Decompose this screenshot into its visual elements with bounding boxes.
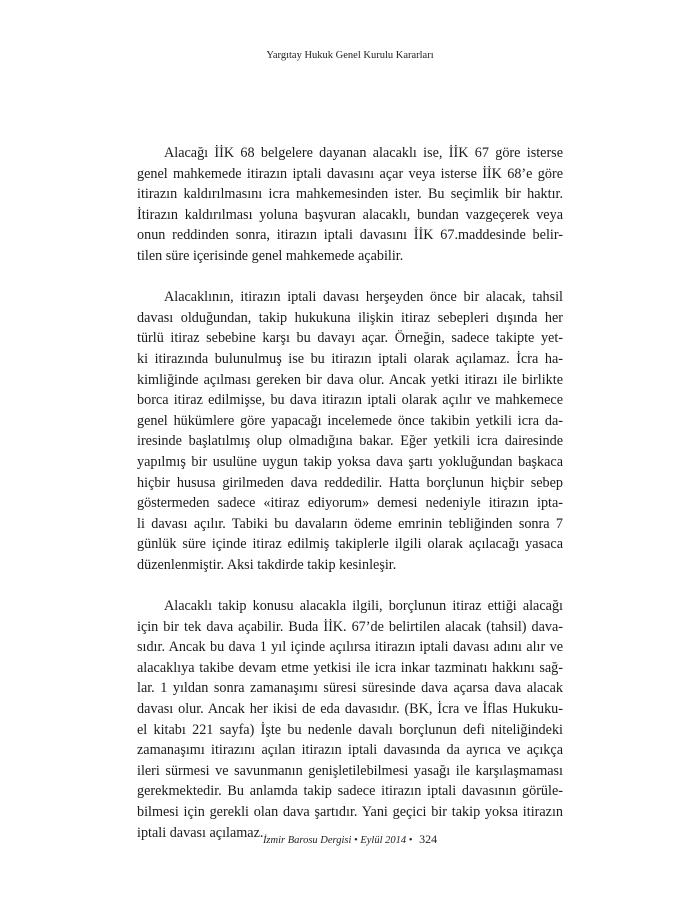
text-line: türlü itiraz sebebine karşı bu davayı açar. Örneğin, sadece takipte yet- bbox=[137, 330, 563, 347]
text-line: İtirazın kaldırılması yoluna başvuran alacaklı, bundan vazgeçerek veya bbox=[137, 206, 563, 223]
body-text bbox=[137, 143, 563, 864]
text-line: kimliğinde açılması gereken bir dava olur. Ancak yetki itirazı ile birlikte bbox=[137, 371, 563, 388]
paragraph bbox=[137, 596, 563, 843]
paragraph bbox=[137, 143, 563, 267]
text-line: genel mahkemede itirazın iptali davasını açar veya isterse İİK 68’e göre bbox=[137, 165, 563, 182]
journal-name: İzmir Barosu Dergisi • Eylül 2014 • bbox=[262, 835, 413, 846]
text-line: onun reddinden sonra, itirazın iptali davasını İİK 67.maddesinde belir- bbox=[137, 227, 563, 244]
text-line: iresinde başlatılmış olup olmadığına bakar. Eğer yetkili icra dairesinde bbox=[137, 433, 563, 450]
text-line: Alacağı İİK 68 belgelere dayanan alacaklı ise, İİK 67 göre isterse bbox=[164, 145, 563, 161]
text-line: zamanaşımı itirazını açılan itirazın iptali davasında da ayrıca ve açıkça bbox=[137, 742, 563, 759]
text-line: itirazın kaldırılmasını icra mahkemesinden ister. Bu seçimlik bir haktır. bbox=[137, 186, 563, 203]
text-line: hiçbir hususa girilmeden dava reddedilir. Hatta borçlunun hiçbir sebep bbox=[137, 474, 563, 491]
text-line: için bir tek dava açabilir. Buda İİK. 67’de belirtilen alacak (tahsil) dava- bbox=[137, 618, 563, 635]
text-line: iptali davası açılamaz. bbox=[137, 824, 264, 841]
text-line: düzenlenmiştir. Aksi takdirde takip kesinleşir. bbox=[137, 556, 397, 573]
text-line: ileri sürmesi ve savunmanın genişletilebilmesi yasağı ile karşılaşmaması bbox=[137, 762, 563, 779]
text-line: sıdır. Ancak bu dava 1 yıl içinde açılırsa itirazın iptali davası adını alır ve bbox=[137, 639, 563, 656]
text-line: gerekmektedir. Bu anlamda takip sadece itirazın iptali davasının görüle- bbox=[137, 783, 563, 800]
page-number: 324 bbox=[419, 832, 438, 846]
text-line: yapılmış bir usulüne uygun takip yoksa dava şartı yokluğundan başkaca bbox=[137, 453, 563, 470]
text-line: tilen süre içerisinde genel mahkemede açabilir. bbox=[137, 247, 404, 264]
text-line: li davası açılır. Tabiki bu davaların ödeme emrinin tebliğinden sonra 7 bbox=[137, 515, 563, 532]
text-line: el kitabı 221 sayfa) İşte bu nedenle davalı borçlunun defi niteliğindeki bbox=[137, 721, 563, 738]
text-line: lar. 1 yıldan sonra zamanaşımı süresi süresinde dava açarsa dava alacak bbox=[137, 680, 563, 697]
page-footer bbox=[0, 832, 700, 847]
paragraph bbox=[137, 287, 563, 575]
text-line: Alacaklı takip konusu alacakla ilgili, borçlunun itiraz ettiği alacağı bbox=[164, 598, 563, 615]
text-line: genel hükümlere göre yapacağı incelemede önce takibin yetkili icra da- bbox=[137, 412, 563, 429]
text-line: bilmesi için gerekli olan dava şartıdır. Yani geçici bir takip yoksa itirazın bbox=[137, 804, 563, 820]
text-line: davası olur. Ancak her ikisi de eda davasıdır. (BK, İcra ve İflas Hukuku- bbox=[137, 701, 563, 718]
text-line: davası olduğundan, takip hukukuna ilişkin itiraz sebepleri dışında her bbox=[137, 309, 563, 326]
text-line: borca itiraz edilmişse, bu dava itirazın iptali olarak açılır ve mahkemece bbox=[137, 392, 563, 409]
text-line: Alacaklının, itirazın iptali davası herşeyden önce bir alacak, tahsil bbox=[164, 289, 563, 306]
running-header: Yargıtay Hukuk Genel Kurulu Kararları bbox=[266, 50, 434, 61]
text-line: günlük süre içinde itiraz edilmiş takiplerle ilgili olarak açılacağı yasaca bbox=[137, 536, 563, 553]
text-line: ki itirazında bulunulmuş ise bu itirazın iptali olarak açılamaz. İcra ha- bbox=[137, 350, 563, 367]
text-line: göstermeden sadece «itiraz ediyorum» demesi nedeniyle itirazın ipta- bbox=[137, 495, 563, 512]
text-line: alacaklıya takibe devam etme yetkisi ile icra inkar tazminatı hakkını sağ- bbox=[137, 659, 563, 676]
